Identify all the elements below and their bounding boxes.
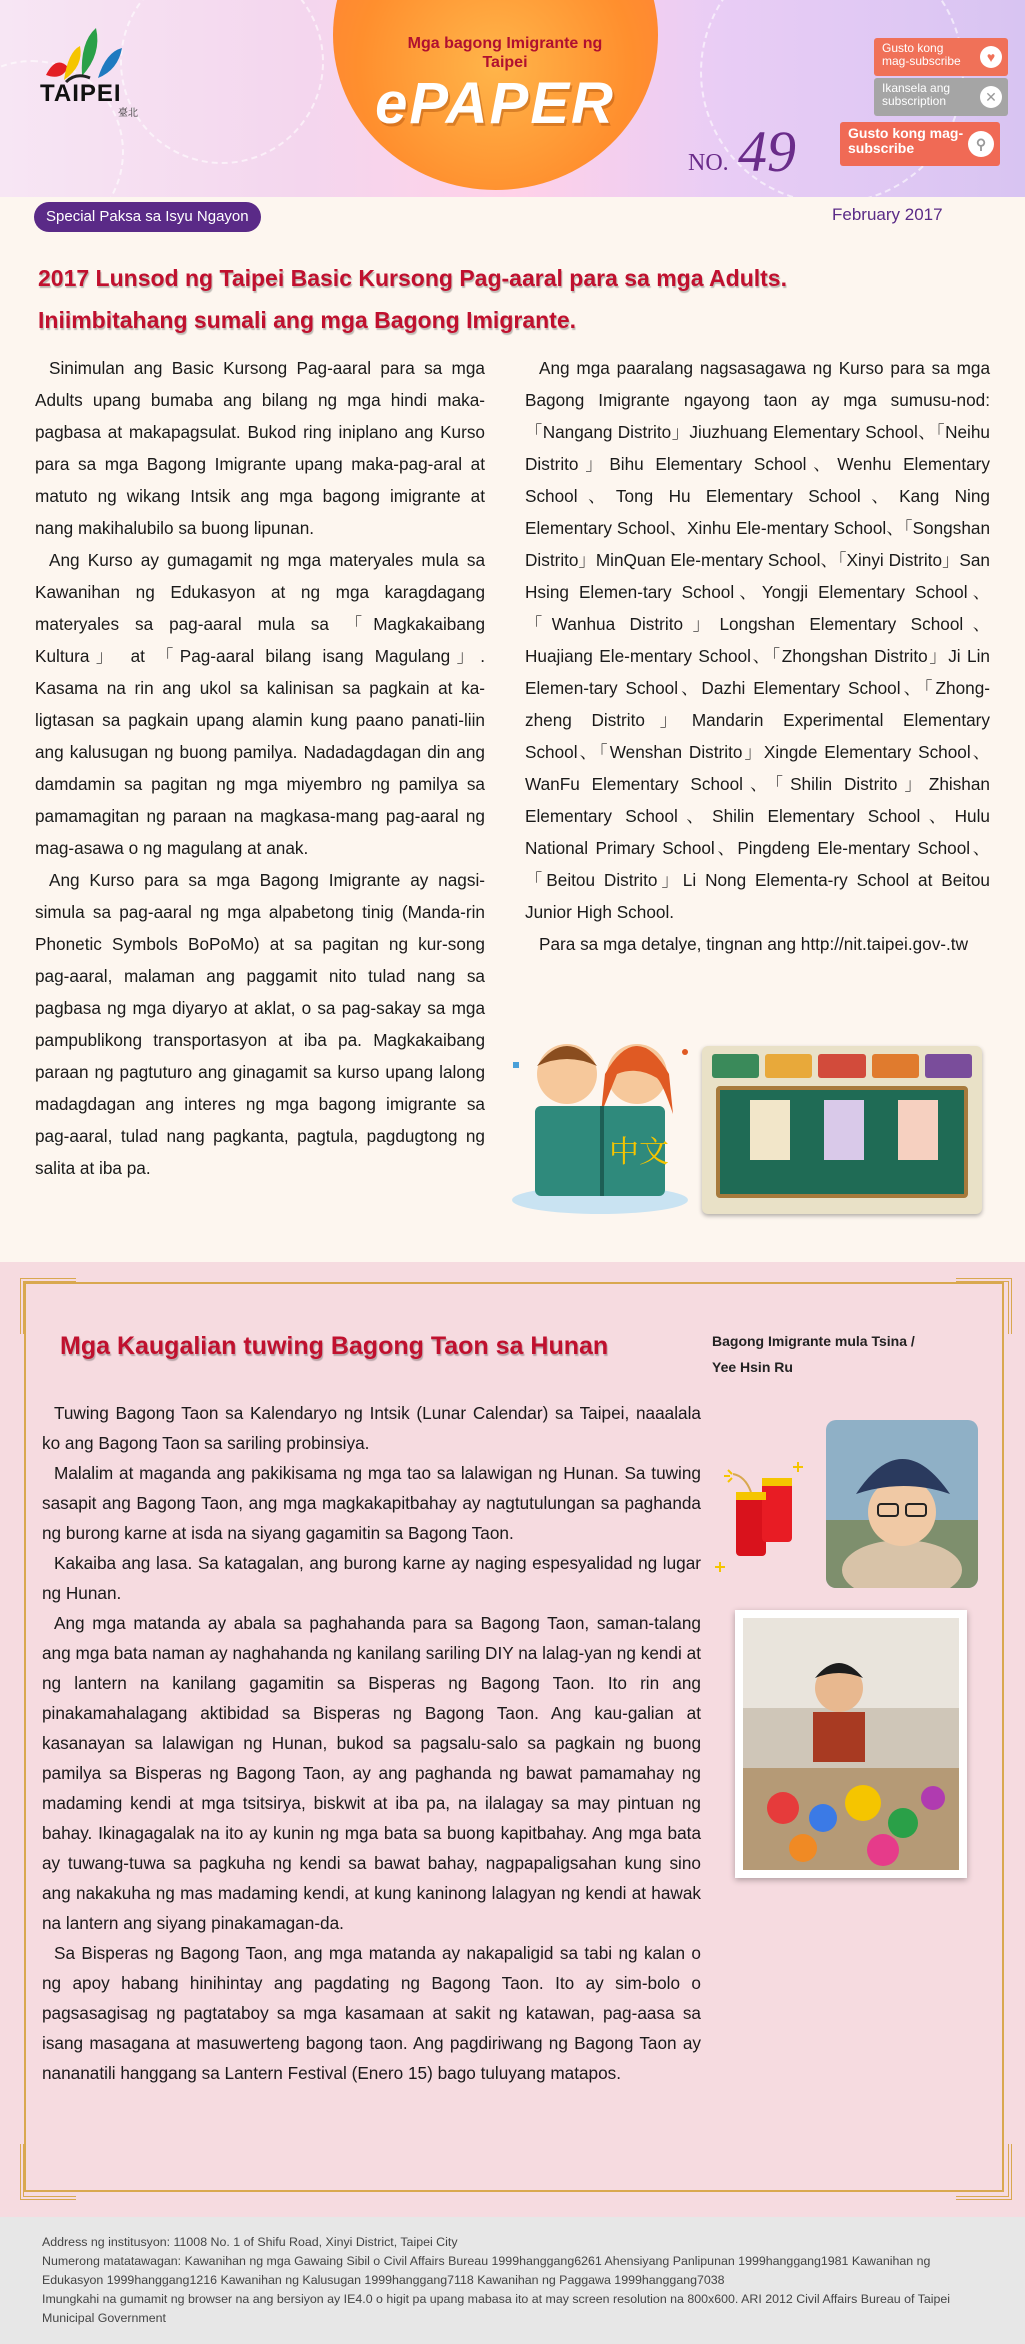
candy-image	[743, 1618, 959, 1870]
paragraph: Malalim at maganda ang pakikisama ng mga tao sa lalawigan ng Hunan. Sa tuwing sasapit ang Bagong Taon, ang mga magkakapitbahay ay nagtutulungan sa paghanda ng burong karne at isda na siyang gagamitin sa Bagong Taon.	[42, 1463, 701, 1543]
portrait-image	[826, 1420, 978, 1588]
article-title-line1: 2017 Lunsod ng Taipei Basic Kursong Pag-aaral para sa mga Adults.	[38, 265, 787, 291]
paragraph-link[interactable]: Para sa mga detalye, tingnan ang http://nit.taipei.gov-.tw	[539, 934, 968, 954]
course-website-screenshot	[702, 1046, 982, 1214]
subscribe-button-large[interactable]	[840, 122, 1000, 166]
paragraph: Ang mga matanda ay abala sa paghahanda para sa Bagong Taon, saman-talang ang mga bata naman ay naghahanda ng kanilang sariling DIY na lalag-yan ng kendi at ng lantern na kanilang gagamitin sa Bisperas ng Bagong Taon. Ito rin ang pinakamahalagang aktibidad sa Bisperas ng Bagong Taon. Ang kau-galian at kasanayan sa lalawigan ng Hunan, bukod sa pagsalu-salo sa pagkain ng buong pamilya sa Bisperas ng Bagong Taon, ay ang paghanda ng bawat pamamahay ng madaming kendi at mga tsitsirya, biskwit at iba pa, na ilalagay sa may pintuan ng bahay. Ikinagagalak na ito ay kunin ng mga bata sa buong kapitbahay. Ang mga bata ay tuwang-tuwa sa pagkuha ng kendi sa bawat bahay, nagpapaligsahan kung sino ang nakakuha ng mas madaming kendi, at kung kaninong lalagyan ng kendi at hawak na lantern ang siyang pinakamagan-da.	[42, 1613, 701, 1933]
story-body	[42, 1398, 701, 2088]
issue-number: 49	[738, 119, 796, 184]
footer-text	[42, 2233, 992, 2328]
author-portrait-photo	[826, 1420, 978, 1588]
author-origin: Bagong Imigrante mula Tsina /	[712, 1333, 915, 1349]
book-text: 中文	[609, 1135, 669, 1170]
paragraph: Ang mga paaralang nagsasagawa ng Kurso para sa mga Bagong Imigrante ngayong taon ay mga sumusu-nod: 「Nangang Distrito」Jiuzhuang Elementary School、「Neihu Distrito」Bihu Elementary School、Wenhu Elementary School、Tong Hu Elementary School、Kang Ning Elementary School、Xinhu Ele-mentary School、「Songshan Distrito」MinQuan Ele-mentary School、「Xinyi Distrito」San Hsing Elemen-tary School、Yongji Elementary School、「Wanhua Distrito」Longshan Elementary School、Huajiang Ele-mentary School、「Zhongshan Distrito」Ji Lin Elemen-tary School、Dazhi Elementary School、「Zhong-zheng Distrito」Mandarin Experimental Elementary School、「Wenshan Distrito」Xingde Elementary School、WanFu Elementary School、「Shilin Distrito」Zhishan Elementary School、Shilin Elementary School、Hulu National Primary School、Pingdeng Ele-mentary School、「Beitou Distrito」Li Nong Elementa-ry School at Beitou Junior High School.	[525, 358, 990, 922]
paragraph: Kakaiba ang lasa. Sa katagalan, ang burong karne ay naging espesyalidad ng lugar ng Hunan.	[42, 1553, 701, 1603]
heart-icon: ♥	[980, 46, 1002, 68]
subscribe-button-small[interactable]	[874, 38, 1008, 76]
frame-corner	[20, 2144, 76, 2200]
decor-swirl	[120, 0, 324, 164]
story-author	[712, 1328, 972, 1380]
paragraph: Ang Kurso para sa mga Bagong Imigrante ay nagsi-simula sa pag-aaral ng mga alpabetong tinig (Manda-rin Phonetic Symbols BoPoMo) at sa pagitan ng kur-song pag-aaral, malaman ang paggamit nito tulad nang sa pagbasa ng mga diyaryo at aklat, o sa pag-sakay sa mga pampublikong transportasyon at iba pa. Magkakaibang paraan ng pagtuturo ang ginagamit sa kurso upang lalong madagdagan ang interes ng mga bagong imigrante sa pag-aaral, tulad nang pagkanta, pagtula, pagdugtong ng salita at iba pa.	[35, 870, 485, 1178]
epaper-top-label: Mga bagong Imigrante ng Taipei	[407, 35, 603, 71]
kids-reading-illustration	[505, 1022, 695, 1218]
subscribe-label: Gusto kong mag-subscribe	[882, 41, 961, 68]
paragraph: Sinimulan ang Basic Kursong Pag-aaral para sa mga Adults upang bumaba ang bilang ng mga hindi maka-pagbasa at makapagsulat. Bukod ring iniplano ang Kurso para sa mga Bagong Imigrante upang maka-pag-aral at matuto ng wikang Intsik ang mga bagong imigrante at nang makihalubilo sa buong lipunan.	[35, 358, 485, 538]
screenshot-board	[716, 1086, 968, 1198]
search-icon: ⚲	[968, 131, 994, 157]
screenshot-menu	[712, 1054, 972, 1078]
article-title-line2: Iniimbitahang sumali ang mga Bagong Imigrante.	[38, 307, 577, 333]
issue-date: February 2017	[832, 205, 943, 224]
footer-address: Address ng institusyon: 11008 No. 1 of Shifu Road, Xinyi District, Taipei City	[42, 2235, 458, 2249]
footer-phones: Numerong matatawagan: Kawanihan ng mga Gawaing Sibil o Civil Affairs Bureau 1999hanggang6261 Ahensiyang Panlipunan 1999hanggang1981 Kawanihan ng Edukasyon 1999hanggang1216 Kawanihan ng Kalusugan 1999hanggang7118 Kawanihan ng Paggawa 1999hanggang7038	[42, 2254, 931, 2287]
issue-prefix: NO.	[688, 150, 729, 176]
frame-corner	[20, 1278, 76, 1334]
unsubscribe-label: Ikansela ang subscription	[882, 81, 951, 108]
paragraph: Sa Bisperas ng Bagong Taon, ang mga matanda ay nakapaligid sa tabi ng kalan o ng apoy habang hinihintay ang pagdating ng Bagong Taon. Ito ay sim-bolo o pagsasagisag ng pagtataboy sa mga kasamaan at sakit ng katawan, pag-aasa sa isang masagana at masuwerteng bagong taon. Ang pagdiriwang ng Bagong Taon ay nananatili hanggang sa Lantern Festival (Enero 15) bago tuluyang matapos.	[42, 1943, 701, 2083]
frame-corner	[956, 1278, 1012, 1334]
article-left-column	[35, 352, 485, 1184]
story-title: Mga Kaugalian tuwing Bagong Taon sa Hunan	[60, 1332, 609, 1360]
paragraph: Tuwing Bagong Taon sa Kalendaryo ng Intsik (Lunar Calendar) sa Taipei, naaalala ko ang Bagong Taon sa sariling probinsiya.	[42, 1403, 701, 1453]
child-candy-photo	[735, 1610, 967, 1878]
epaper-title: ePAPER	[375, 71, 615, 136]
subscribe-large-label: Gusto kong mag-subscribe	[848, 125, 964, 156]
paragraph: Ang Kurso ay gumagamit ng mga materyales mula sa Kawanihan ng Edukasyon at ng mga karagdagang materyales sa pag-aaral mula sa 「Magkakaibang Kultura」 at 「Pag-aaral bilang isang Magulang」. Kasama na rin ang ukol sa kalinisan sa pagkain at ka-ligtasan sa pagkain upang alamin kung paano panati-liin ang kalusugan ng buong pamilya. Nadadagdagan din ang damdamin sa pagitan ng mga miyembro ng pamilya sa pamamagitan ng paraan na magkasa-mang pag-aaral ng mag-asawa o ng magulang at anak.	[35, 550, 485, 858]
logo-subtext: 臺北	[118, 108, 138, 119]
article-title	[38, 257, 978, 341]
footer-browser-note: Imungkahi na gumamit ng browser na ang bersiyon ay IE4.0 o higit pa upang mabasa ito at may screen resolution na 800x600. ARI 2012 Civil Affairs Bureau of Taipei Municipal Government	[42, 2292, 951, 2325]
logo-text: TAIPEI	[40, 80, 122, 107]
author-name: Yee Hsin Ru	[712, 1359, 793, 1375]
frame-corner	[956, 2144, 1012, 2200]
section-tag: Special Paksa sa Isyu Ngayon	[34, 202, 261, 232]
article-right-column	[525, 352, 990, 960]
firecracker-icon	[708, 1452, 818, 1582]
unsubscribe-button[interactable]	[874, 78, 1008, 116]
close-icon: ✕	[980, 86, 1002, 108]
